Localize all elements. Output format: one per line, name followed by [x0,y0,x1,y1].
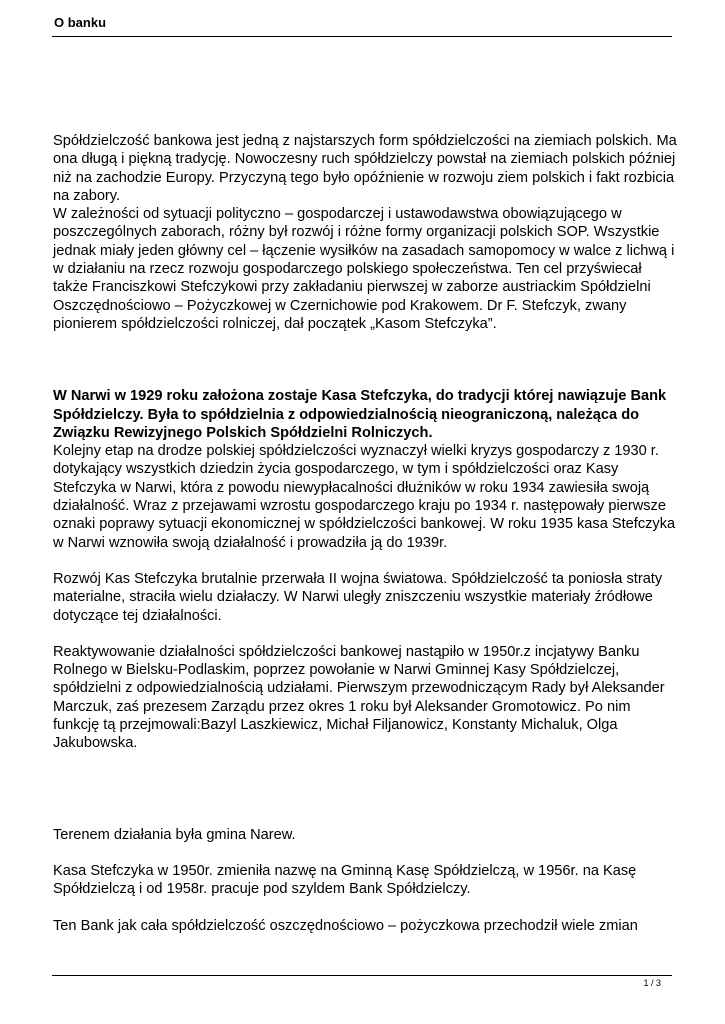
paragraph-name-changes: Kasa Stefczyka w 1950r. zmieniła nazwę na Gminną Kasę Spółdzielczą, w 1956r. na Kasę Spółdzielczą i od 1958r. pracuje pod szyldem Bank Spółdzielczy. [53,862,637,898]
spacer [53,899,678,917]
paragraph-stefczyk: W zależności od sytuacji polityczno – gospodarczej i ustawodawstwa obowiązującego w poszczególnych zaborach, różny był rozwój i różne formy organizacji polskich SOP. Wszystkie jednak miały jeden główny cel – łączenie wysiłków na zasadach samopomocy w walce z lichwą i w działaniu na rzecz rozwoju gospodarczego polskiego społeczeństwa. Ten cel przyświecał także Franciszkowi Stefczykowi przy zakładaniu pierwszej w zaborze austriackim Spółdzielni Oszczędnościowo – Pożyczkowej w Czernichowie pod Krakowem. Dr F. Stefczyk, zwany pionierem spółdzielczości rolniczej, dał początek „Kasom Stefczyka”. [53,206,675,332]
paragraph-crisis: Kolejny etap na drodze polskiej spółdzielczości wyznaczył wielki kryzys gospodarczy z 1930 r. dotykający wszystkich dziedzin życia gospodarczego, w tym i spółdzielczości oraz Kasy Stefczyka w Narwi, która z powodu niewypłacalności dłużników w roku 1934 zawiesiła swoją działalność. Wraz z przejawami wzrostu gospodarczego kraju po 1934 r. następowały pierwsze oznaki poprawy sytuacji ekonomicznej w spółdzielczości bankowej. W roku 1935 kasa Stefczyka w Narwi wznowiła swoją działalność i prowadziła ją do 1939r. [53,443,676,551]
paragraph-area: Terenem działania była gmina Narew. [53,826,296,843]
spacer [53,844,678,862]
spacer [53,625,678,643]
article-body [53,132,678,935]
page-header-title: O banku [54,15,107,30]
spacer [53,333,678,387]
footer-divider [52,975,672,976]
paragraph-war: Rozwój Kas Stefczyka brutalnie przerwała II wojna światowa. Spółdzielczość ta poniosła straty materialne, straciła wielu działaczy. W Narwi uległy zniszczeniu wszystkie materiały źródłowe dotyczące tej działalności. [53,570,663,624]
spacer [53,753,678,826]
spacer [53,552,678,570]
header-divider [52,36,672,37]
page-number: 1 / 3 [643,978,661,988]
paragraph-intro: Spółdzielczość bankowa jest jedną z najstarszych form spółdzielczości na ziemiach polskich. Ma ona długą i piękną tradycję. Nowoczesny ruch spółdzielczy powstał na ziemiach polskich później niż na zachodzie Europy. Przyczyną tego było opóźnienie w rozwoju ziem polskich i fakt rozbicia na zabory. [53,133,677,204]
paragraph-changes: Ten Bank jak cała spółdzielczość oszczędnościowo – pożyczkowa przechodził wiele zmian [53,917,638,934]
paragraph-narew-1929: W Narwi w 1929 roku założona zostaje Kasa Stefczyka, do tradycji której nawiązuje Bank Spółdzielczy. Była to spółdzielnia z odpowiedzialnością nieograniczoną, należąca do Związku Rewizyjnego Polskich Spółdzielni Rolniczych. [53,388,667,441]
paragraph-reactivation: Reaktywowanie działalności spółdzielczości bankowej nastąpiło w 1950r.z incjatywy Banku Rolnego w Bielsku-Podlaskim, poprzez powołanie w Narwi Gminnej Kasy Spółdzielczej, spółdzielni z odpowiedzialnością udziałami. Pierwszym przewodniczącym Rady był Aleksander Marczuk, zaś prezesem Zarządu przez okres 1 roku był Aleksander Gromotowicz. Po nim funkcję tą przejmowali:Bazyl Laszkiewicz, Michał Filjanowicz, Konstanty Michaluk, Olga Jakubowska. [53,643,665,752]
